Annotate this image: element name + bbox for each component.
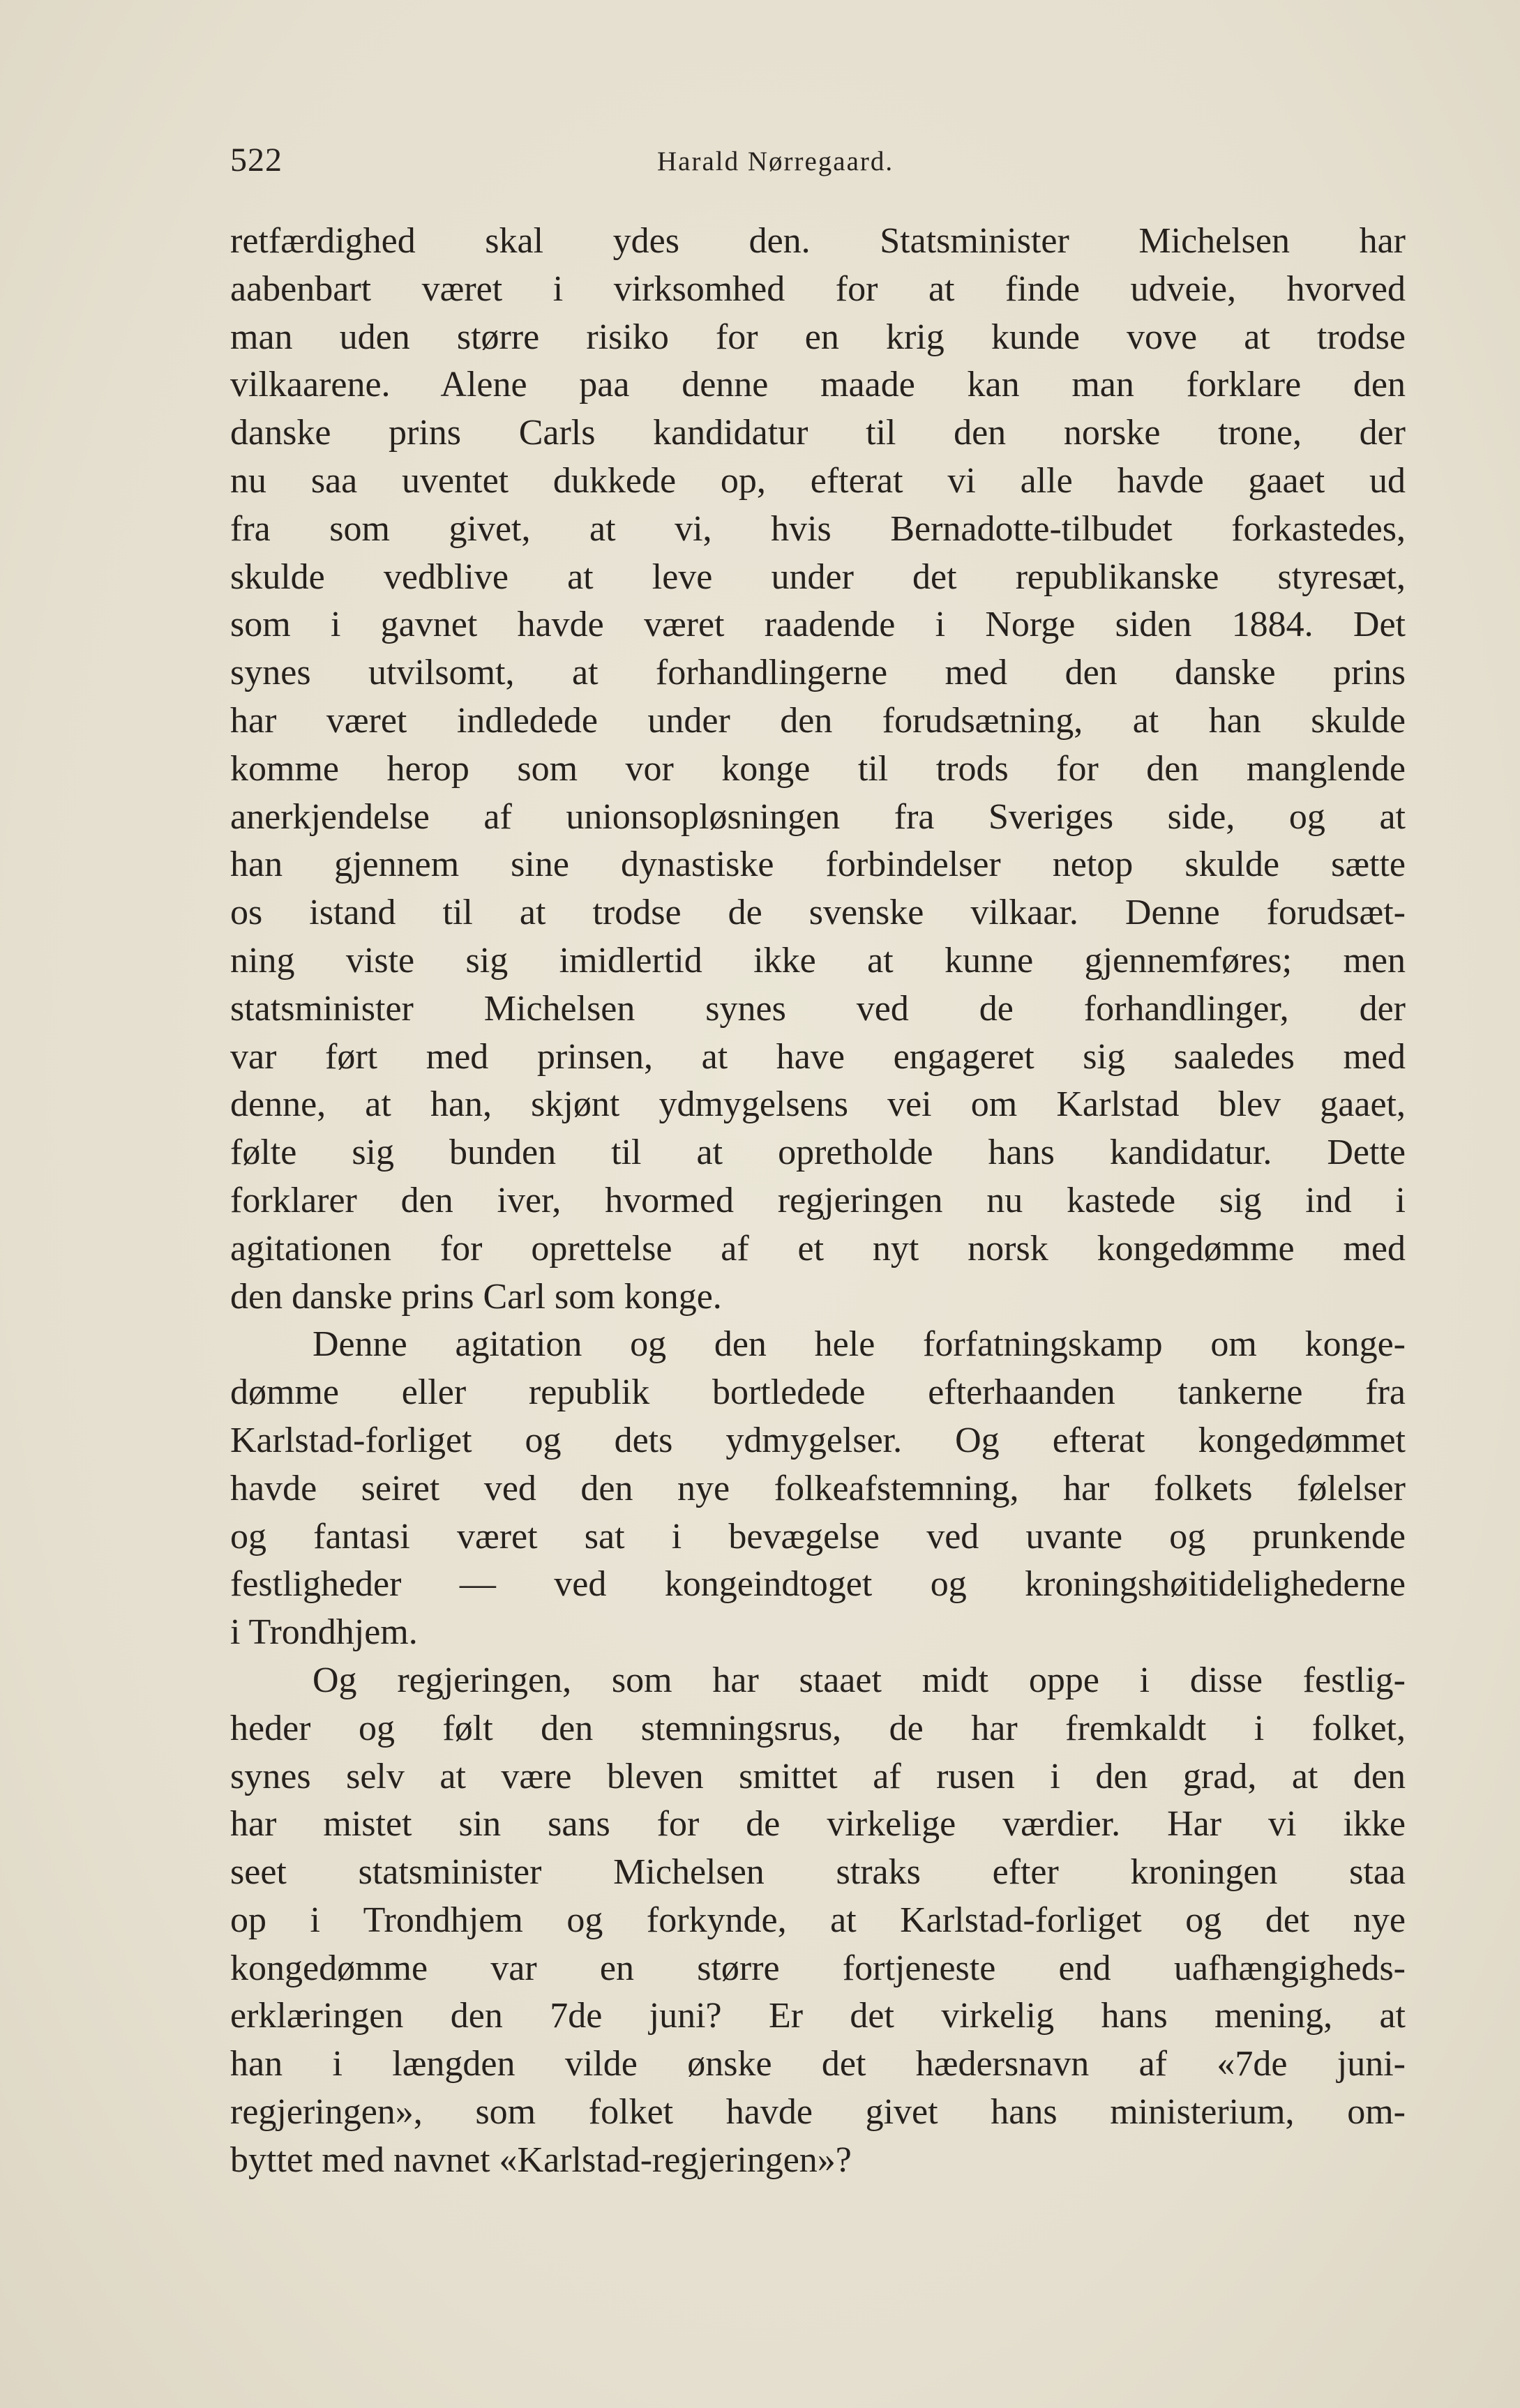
text-line: i Trondhjem. [230,1612,418,1653]
body-text [230,218,1406,2185]
text-line: byttet med navnet «Karlstad-regjeringen»? [230,2140,852,2180]
text-line: heder og følt den stemningsrus, de har fremkaldt i folket, [230,1708,1406,1748]
text-line: ning viste sig imidlertid ikke at kunne gjennemføres; men [230,940,1406,980]
text-line: som i gavnet havde været raadende i Norge siden 1884. Det [230,605,1406,645]
text-line: fra som givet, at vi, hvis Bernadotte-tilbudet forkastedes, [230,508,1406,549]
text-line: agitationen for oprettelse af et nyt norsk kongedømme med [230,1228,1406,1269]
text-line: festligheder — ved kongeindtoget og kroningshøitidelighederne [230,1564,1406,1605]
text-line: og fantasi været sat i bevægelse ved uvante og prunkende [230,1516,1406,1557]
text-line: os istand til at trodse de svenske vilkaar. Denne forudsæt- [230,893,1406,933]
text-line: havde seiret ved den nye folkeafstemning, har folkets følelser [230,1468,1406,1508]
text-line: erklæringen den 7de juni? Er det virkelig hans mening, at [230,1996,1406,2036]
text-line: han i længden vilde ønske det hædersnavn af «7de juni- [230,2044,1406,2084]
text-line: op i Trondhjem og forkynde, at Karlstad-forliget og det nye [230,1900,1406,1940]
text-line: Og regjeringen, som har staaet midt oppe i disse festlig- [313,1660,1406,1700]
text-line: danske prins Carls kandidatur til den norske trone, der [230,413,1406,453]
text-line: regjeringen», som folket havde givet hans ministerium, om- [230,2092,1406,2133]
text-line: var ført med prinsen, at have engageret sig saaledes med [230,1036,1406,1077]
text-line: komme herop som vor konge til trods for den manglende [230,748,1406,789]
text-line: skulde vedblive at leve under det republikanske styresæt, [230,556,1406,597]
text-line: anerkjendelse af unionsopløsningen fra Sveriges side, og at [230,796,1406,837]
text-line: synes selv at være bleven smittet af rusen i den grad, at den [230,1756,1406,1796]
text-line: seet statsminister Michelsen straks efter kroningen staa [230,1852,1406,1893]
text-line: vilkaarene. Alene paa denne maade kan man forklare den [230,365,1406,405]
running-head: Harald Nørregaard. [657,146,894,176]
page-number: 522 [230,142,283,179]
text-line: aabenbart været i virksomhed for at finde udveie, hvorved [230,268,1406,309]
text-line: dømme eller republik bortledede efterhaanden tankerne fra [230,1372,1406,1413]
text-line: synes utvilsomt, at forhandlingerne med den danske prins [230,653,1406,693]
text-line: retfærdighed skal ydes den. Statsminister Michelsen har [230,221,1406,261]
text-line: Karlstad-forliget og dets ydmygelser. Og efterat kongedømmet [230,1420,1406,1460]
text-line: statsminister Michelsen synes ved de forhandlinger, der [230,988,1406,1029]
text-line: denne, at han, skjønt ydmygelsens vei om Karlstad blev gaaet, [230,1084,1406,1125]
text-line: nu saa uventet dukkede op, efterat vi alle havde gaaet ud [230,460,1406,501]
text-line: kongedømme var en større fortjeneste end uafhængigheds- [230,1948,1406,1988]
text-line: forklarer den iver, hvormed regjeringen nu kastede sig ind i [230,1180,1406,1220]
text-line: har mistet sin sans for de virkelige værdier. Har vi ikke [230,1804,1406,1845]
text-line: følte sig bunden til at opretholde hans kandidatur. Dette [230,1133,1406,1173]
text-line: man uden større risiko for en krig kunde vove at trodse [230,317,1406,357]
text-line: den danske prins Carl som konge. [230,1276,722,1317]
text-line: Denne agitation og den hele forfatningskamp om konge- [313,1324,1406,1365]
page-header [230,136,1406,185]
text-line: har været indledede under den forudsætning, at han skulde [230,700,1406,741]
text-line: han gjennem sine dynastiske forbindelser netop skulde sætte [230,845,1406,885]
